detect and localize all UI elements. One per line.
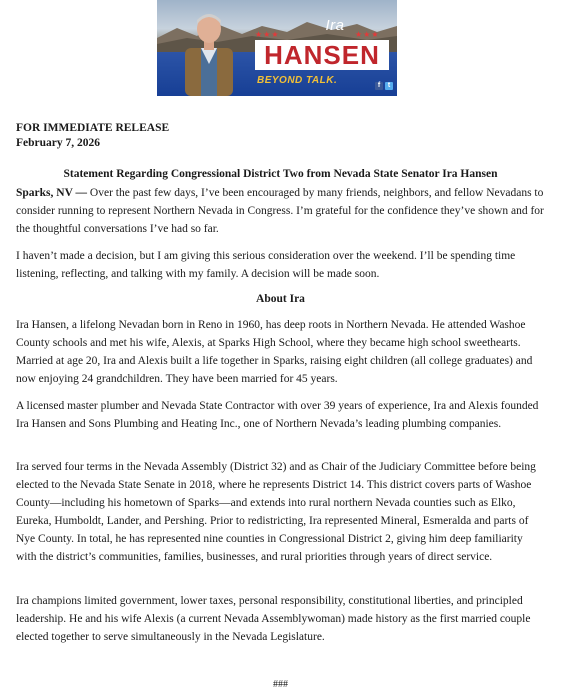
about-heading: About Ira xyxy=(256,293,305,305)
about-paragraph-text: A licensed master plumber and Nevada State Contractor with over 39 years of experience, Ira and Alexis founded Ira Hansen and Sons Plumbing and Heating Inc., one of Northern Nevada’s leading plumbing companies. xyxy=(16,400,539,430)
banner-last-name: HANSEN xyxy=(255,40,389,70)
statement-title: Statement Regarding Congressional District Two from Nevada State Senator Ira Hansen xyxy=(63,168,498,180)
banner-first-name: Ira xyxy=(325,17,345,34)
release-date: February 7, 2026 xyxy=(16,137,101,149)
decision-paragraph-text: I haven’t made a decision, but I am giving this serious consideration over the weekend. I’ll be spending time listening, reflecting, and talking with my family. A decision will be made soon. xyxy=(16,250,516,280)
facebook-icon[interactable]: f xyxy=(375,82,383,90)
about-paragraph-text: Ira served four terms in the Nevada Assembly (District 32) and as Chair of the Judiciary Committee before being elected to the Nevada State Senate in 2018, where he represents District 14. This district covers parts of Washoe County—including his hometown of Sparks—and extends into rural northern Nevada counties such as Elko, Eureka, Humboldt, Lander, and Pershing. Prior to redistricting, Ira represented Mineral, Esmeralda and parts of Nye County. In total, he has represented nine counties in Congressional District 2, giving him deep familiarity with the district’s communities, families, businesses, and rural priorities through years of direct service. xyxy=(16,461,536,563)
about-paragraph-2 xyxy=(16,397,546,433)
about-paragraph-3 xyxy=(16,458,546,566)
release-label: FOR IMMEDIATE RELEASE xyxy=(16,122,170,134)
dateline: Sparks, NV — xyxy=(16,187,88,199)
release-header xyxy=(16,121,169,151)
candidate-photo xyxy=(179,4,239,96)
about-paragraph-text: Ira champions limited government, lower taxes, personal responsibility, constitutional liberties, and principled leadership. He and his wife Alexis (a current Nevada Assemblywoman) made history as the first married couple elected together to serve simultaneously in the Nevada Legislature. xyxy=(16,595,531,643)
end-of-release-mark: ### xyxy=(273,679,288,690)
about-paragraph-4 xyxy=(16,592,546,646)
intro-paragraph-text: Over the past few days, I’ve been encouraged by many friends, neighbors, and fellow Nevadans to consider running to represent Northern Nevada in Congress. I’m grateful for the confidence they’ve shown and for the thoughtful conversations I’ve had so far. xyxy=(16,187,544,235)
banner-tagline: BEYOND TALK. xyxy=(257,75,338,86)
stars-decoration-left: ★★★ xyxy=(255,30,280,39)
about-paragraph-1 xyxy=(16,316,546,388)
campaign-banner xyxy=(157,0,397,96)
twitter-icon[interactable]: t xyxy=(385,82,393,90)
about-paragraph-text: Ira Hansen, a lifelong Nevadan born in Reno in 1960, has deep roots in Northern Nevada. He attended Washoe County schools and met his wife, Alexis, at Sparks High School, where they became high school sweethearts. Married at age 20, Ira and Alexis built a life together in Sparks, raising eight children (all college graduates) and now enjoying 24 grandchildren. They have been married for 45 years. xyxy=(16,319,533,385)
decision-paragraph xyxy=(16,247,546,283)
stars-decoration-right: ★★★ xyxy=(355,30,380,39)
intro-paragraph xyxy=(16,184,546,238)
